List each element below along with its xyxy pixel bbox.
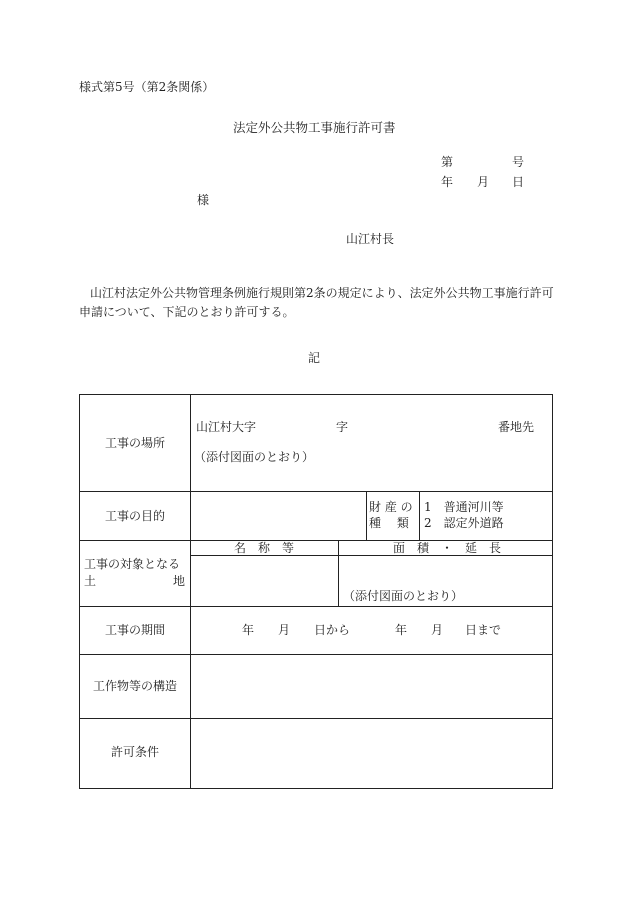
target-land-label-1: 工事の対象となる [84, 557, 181, 571]
period-to-month: 月 [431, 623, 444, 637]
period-from-day: 日から [314, 623, 351, 637]
purpose-divider [366, 491, 367, 540]
body-text-line-1: 山江村法定外公共物管理条例施行規則第2条の規定により、法定外公共物工事施行許可 [90, 286, 554, 300]
location-banchi: 番地先 [498, 420, 535, 434]
permit-form-table [79, 394, 553, 789]
number-suffix: 号 [512, 155, 525, 169]
target-land-label-2b: 地 [173, 574, 186, 588]
date-day: 日 [512, 175, 525, 189]
property-type-label-2: 種 類 [369, 516, 409, 530]
date-month: 月 [477, 175, 490, 189]
target-land-divider [338, 540, 339, 606]
period-from-year: 年 [242, 623, 255, 637]
row-divider [80, 491, 552, 492]
period-to-day: 日まで [465, 623, 502, 637]
location-village: 山江村大字 [196, 420, 257, 434]
column-header-name: 名 称 等 [234, 541, 295, 555]
location-aza: 字 [336, 420, 349, 434]
target-land-note: （添付図面のとおり） [343, 589, 464, 603]
row-divider [80, 606, 552, 607]
ki-heading: 記 [308, 351, 321, 365]
property-option-1: 1 普通河川等 [424, 500, 504, 514]
period-to-year: 年 [395, 623, 408, 637]
period-label: 工事の期間 [104, 623, 165, 637]
row-divider [80, 718, 552, 719]
subheader-divider [190, 555, 552, 556]
addressee-suffix: 様 [197, 193, 210, 207]
body-text-line-2: 申請について、下記のとおり許可する。 [79, 305, 295, 319]
target-land-label-2a: 土 [84, 574, 97, 588]
column-header-area: 面 積 ・ 延 長 [393, 541, 502, 555]
property-type-label-1: 財 産 の [369, 500, 413, 514]
location-note: （添付図面のとおり） [194, 450, 315, 464]
label-column-divider [190, 395, 191, 788]
period-from-month: 月 [278, 623, 291, 637]
location-label: 工事の場所 [104, 436, 165, 450]
structure-label: 工作物等の構造 [92, 679, 177, 693]
date-year: 年 [441, 175, 454, 189]
row-divider [80, 654, 552, 655]
property-option-2: 2 認定外道路 [424, 516, 504, 530]
form-number: 様式第5号（第2条関係） [79, 80, 215, 94]
conditions-label: 許可条件 [110, 745, 159, 759]
issuer-name: 山江村長 [346, 232, 395, 246]
purpose-divider [419, 491, 420, 540]
document-title: 法定外公共物工事施行許可書 [233, 120, 396, 135]
purpose-label: 工事の目的 [104, 509, 165, 523]
number-prefix: 第 [441, 155, 454, 169]
